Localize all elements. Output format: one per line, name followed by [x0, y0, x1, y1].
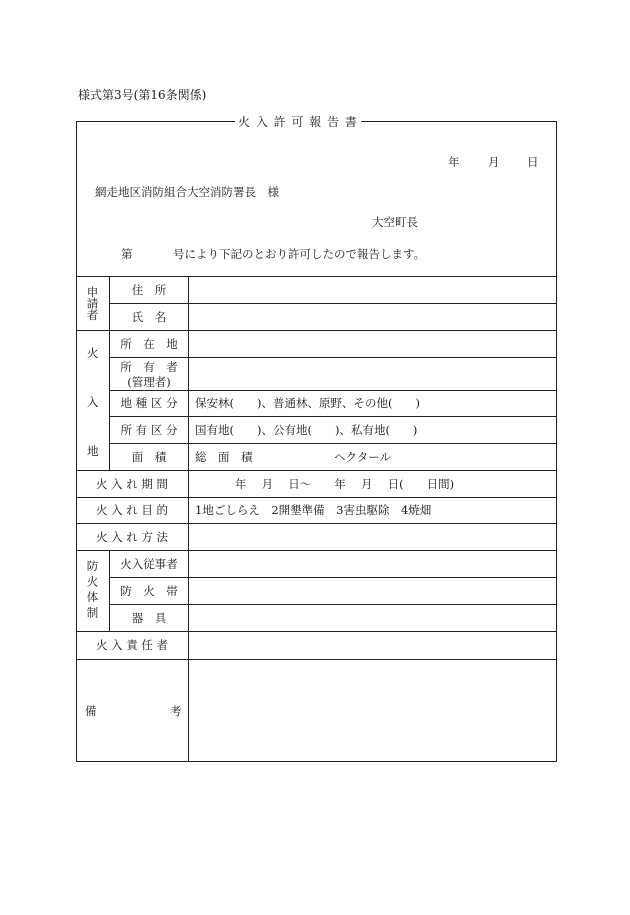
remarks-label-right: 考 — [170, 704, 182, 718]
ownership-type-label: 所 有 区 分 — [120, 422, 178, 437]
manager-label: (管理者) — [127, 375, 171, 389]
period-value: 年 月 日〜 年 月 日( 日間) — [235, 476, 455, 491]
purpose-value: 1地ごしらえ 2開墾準備 3害虫駆除 4焼畑 — [195, 503, 432, 517]
statement-body: 号により下記のとおり許可したので報告します。 — [173, 247, 426, 261]
burn-site-group-char-1: 火 — [87, 346, 99, 360]
period-label: 火 入 れ 期 間 — [95, 476, 169, 491]
applicant-group-label: 申請者 — [85, 285, 100, 321]
sender: 大空町長 — [372, 215, 418, 229]
applicant-address-label: 住 所 — [131, 282, 167, 297]
form-number: 様式第3号(第16条関係) — [78, 88, 207, 102]
equipment-field[interactable] — [189, 604, 557, 631]
responsible-field[interactable] — [189, 631, 557, 659]
rule-group-column-1 — [109, 276, 110, 470]
method-field[interactable] — [189, 523, 557, 550]
land-type-label: 地 種 区 分 — [120, 396, 178, 410]
remarks-label-left: 備 — [85, 704, 97, 718]
burn-site-group-char-3: 地 — [87, 444, 99, 458]
ownership-type-value: 国有地( )、公有地( )、私有地( ) — [195, 422, 418, 437]
rule-group-column-2 — [109, 550, 110, 631]
firebreak-field[interactable] — [189, 577, 557, 604]
firebreak-label: 防 火 帯 — [120, 583, 178, 598]
owner-field[interactable] — [189, 357, 557, 390]
responsible-label: 火 入 責 任 者 — [95, 638, 169, 652]
location-field[interactable] — [189, 330, 557, 357]
equipment-label: 器 具 — [131, 610, 167, 625]
method-label: 火 入 れ 方 法 — [95, 529, 169, 544]
workers-field[interactable] — [189, 550, 557, 577]
land-type-value: 保安林( )、普通林、原野、その他( ) — [195, 396, 420, 410]
burn-site-group-char-2: 入 — [87, 395, 99, 409]
fire-prevention-group-label: 防火体制 — [85, 559, 100, 622]
remarks-field[interactable] — [189, 659, 557, 762]
area-unit: ヘクタール — [334, 449, 392, 464]
owner-label: 所 有 者 — [120, 360, 178, 374]
location-label: 所 在 地 — [120, 336, 178, 351]
applicant-name-label: 氏 名 — [131, 309, 167, 324]
date-month: 月 — [488, 155, 500, 169]
date-day: 日 — [527, 155, 539, 169]
workers-label: 火入従事者 — [120, 556, 178, 571]
area-label: 面 積 — [131, 449, 167, 464]
applicant-address-field[interactable] — [189, 276, 557, 303]
statement-prefix: 第 — [121, 247, 133, 261]
date-year: 年 — [448, 155, 460, 169]
purpose-label: 火 入 れ 目 的 — [95, 503, 169, 517]
applicant-name-field[interactable] — [189, 303, 557, 330]
addressee: 網走地区消防組合大空消防署長 様 — [95, 185, 279, 199]
area-total-label: 総 面 積 — [195, 449, 253, 464]
form-title: 火 入 許 可 報 告 書 — [235, 113, 361, 130]
